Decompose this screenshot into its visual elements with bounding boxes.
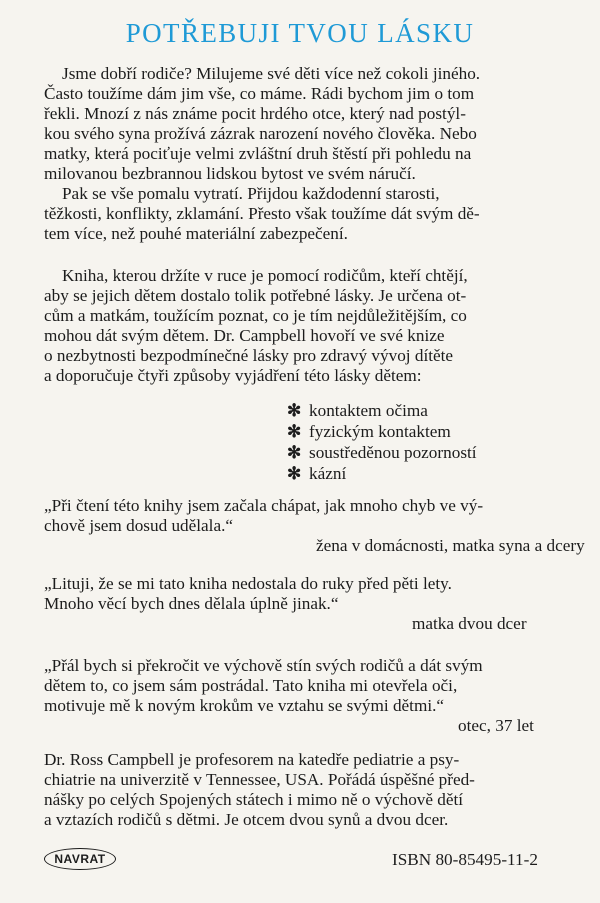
quote-3	[44, 656, 558, 716]
text-line: Pak se vše pomalu vytratí. Přijdou každodenní starosti,	[62, 184, 440, 203]
text-line: „Lituji, že se mi tato kniha nedostala do ruky před pěti lety.	[44, 574, 452, 593]
asterisk-icon: ✻	[287, 422, 302, 441]
list-item: ✻ kázní	[287, 464, 347, 483]
text-line: o nezbytnosti bezpodmínečné lásky pro zdravý vývoj dítěte	[44, 346, 454, 365]
asterisk-icon: ✻	[287, 401, 302, 420]
text-line: matky, která pociťuje velmi zvláštní druh štěstí při pohledu na	[44, 144, 472, 163]
text-line: chově jsem dosud udělala.“	[44, 516, 234, 535]
text-line: mohou dát svým dětem. Dr. Campbell hovoří ve své knize	[44, 326, 445, 345]
text-line: Jsme dobří rodiče? Milujeme své děti více než cokoli jiného.	[62, 64, 481, 83]
text-line: milovanou bezbrannou lidskou bytost ve svém náručí.	[44, 164, 416, 183]
book-paragraph	[44, 266, 558, 386]
text-line: Často toužíme dám jim vše, co máme. Rádi bychom jim o tom	[44, 84, 475, 103]
text-line: aby se jejich dětem dostalo tolik potřebné lásky. Je určena ot-	[44, 286, 467, 305]
text-line: cům a matkám, toužícím poznat, co je tím nejdůležitějším, co	[44, 306, 467, 325]
text-line: motivuje mě k novým krokům ve vztahu se svými dětmi.“	[44, 696, 445, 715]
intro-paragraph	[44, 64, 558, 244]
text-line: a doporučuje čtyři způsoby vyjádření této lásky dětem:	[44, 366, 422, 385]
text-line: Kniha, kterou držíte v ruce je pomocí rodičům, kteří chtějí,	[62, 266, 468, 285]
quote-1	[44, 496, 558, 536]
list-item: ✻ fyzickým kontaktem	[287, 422, 451, 441]
text-line: Mnoho věcí bych dnes dělala úplně jinak.“	[44, 594, 339, 613]
text-line: řekli. Mnozí z nás známe pocit hrdého otce, který nad postýl-	[44, 104, 466, 123]
text-line: tem více, než pouhé materiální zabezpečení.	[44, 224, 348, 243]
text-line: dětem to, co jsem sám postrádal. Tato kniha mi otevřela oči,	[44, 676, 458, 695]
text-line: nášky po celých Spojených státech i mimo ně o výchově dětí	[44, 790, 464, 809]
author-paragraph	[44, 750, 558, 830]
list-item: ✻ kontaktem očima	[287, 401, 428, 420]
asterisk-icon: ✻	[287, 443, 302, 462]
text-line: Dr. Ross Campbell je profesorem na katedře pediatrie a psy-	[44, 750, 460, 769]
love-methods-list	[287, 400, 477, 484]
text-line: kou svého syna prožívá zázrak narození nového člověka. Nebo	[44, 124, 477, 143]
text-line: chiatrie na univerzitě v Tennessee, USA. Pořádá úspěšné před-	[44, 770, 475, 789]
text-line: „Přál bych si překročit ve výchově stín svých rodičů a dát svým	[44, 656, 483, 675]
quote-2-attribution: matka dvou dcer	[412, 614, 527, 633]
isbn: ISBN 80-85495-11-2	[392, 850, 538, 869]
quote-1-attribution: žena v domácnosti, matka syna a dcery	[316, 536, 585, 555]
list-item: ✻ soustředěnou pozorností	[287, 443, 477, 462]
quote-2	[44, 574, 558, 614]
text-line: těžkosti, konflikty, zklamání. Přesto však toužíme dát svým dě-	[44, 204, 480, 223]
book-title: POTŘEBUJI TVOU LÁSKU	[125, 18, 475, 48]
text-line: „Při čtení této knihy jsem začala chápat, jak mnoho chyb ve vý-	[44, 496, 484, 515]
publisher-logo: NAVRAT	[44, 848, 116, 870]
quote-3-attribution: otec, 37 let	[458, 716, 534, 735]
asterisk-icon: ✻	[287, 464, 302, 483]
text-line: a vztazích rodičů s dětmi. Je otcem dvou synů a dvou dcer.	[44, 810, 449, 829]
